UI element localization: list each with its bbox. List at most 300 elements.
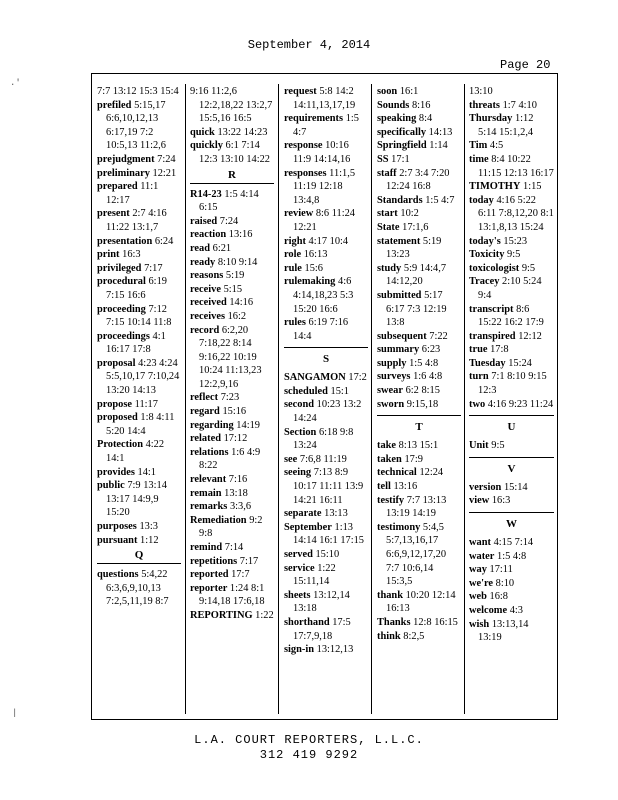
index-term: today's	[469, 235, 501, 247]
page-line-refs: 4:23 4:24 5:5,10,17 7:10,24 13:20 14:13	[106, 357, 180, 397]
index-term: provides	[97, 466, 135, 478]
index-entry	[377, 153, 461, 167]
index-term: REPORTING	[190, 609, 253, 621]
index-entry	[284, 262, 368, 276]
index-term: water	[469, 550, 495, 562]
index-entry	[97, 180, 181, 207]
page-line-refs: 1:5 4:7	[425, 194, 455, 206]
index-term: submitted	[377, 289, 422, 301]
page-line-refs: 1:12	[140, 534, 159, 546]
index-entry	[190, 242, 274, 256]
index-entry	[284, 507, 368, 521]
section-letter: Q	[97, 549, 181, 564]
page-line-refs: 16:1	[399, 86, 419, 97]
index-entry	[469, 481, 554, 495]
page-line-refs: 1:15	[523, 181, 542, 193]
index-term: public	[97, 480, 125, 492]
index-entry	[284, 167, 368, 208]
index-entry	[377, 99, 461, 113]
page-line-refs: 8:10	[495, 577, 515, 589]
index-entry	[377, 589, 461, 616]
index-entry	[190, 514, 274, 541]
index-term: remarks	[190, 501, 228, 513]
index-entry	[469, 618, 554, 645]
page-line-refs: 17:9	[404, 453, 423, 465]
page-line-refs: 9:2 9:8	[199, 514, 263, 540]
page-line-refs: 1:7 4:10	[502, 99, 537, 111]
index-entry	[190, 391, 274, 405]
page-line-refs: 5:9 14:4,7 14:12,20	[386, 262, 447, 288]
index-term: specifically	[377, 126, 427, 138]
page-line-refs: 6:21	[212, 242, 232, 254]
index-entry	[97, 262, 181, 276]
index-entry	[190, 139, 274, 166]
index-term: present	[97, 208, 130, 220]
index-term: record	[190, 324, 220, 336]
index-entry	[469, 357, 554, 371]
page-line-refs: 1:13 14:14 16:1 17:15	[293, 521, 365, 547]
index-entry	[190, 405, 274, 419]
index-entry	[469, 330, 554, 344]
index-entry	[377, 167, 461, 194]
page-line-refs: 7:13 8:9 10:17 11:11 13:9 14:21 16:11	[293, 467, 364, 506]
index-entry	[284, 385, 368, 399]
index-term: September	[284, 521, 332, 533]
index-term: sheets	[284, 589, 311, 601]
reporter-phone: 312 419 9292	[259, 748, 359, 762]
page-line-refs: 17:2	[348, 372, 367, 384]
index-term: threats	[469, 99, 500, 111]
index-term: tell	[377, 481, 391, 493]
index-term: Tim	[469, 140, 488, 152]
index-entry	[97, 85, 181, 99]
index-term: rule	[284, 262, 302, 274]
page-line-refs: 8:6 15:22 16:2 17:9	[478, 303, 544, 329]
index-term: pursuant	[97, 534, 138, 546]
page-line-refs: 13:13,14 13:19	[478, 618, 529, 644]
page-line-refs: 1:6 4:9 8:22	[199, 446, 261, 472]
page-line-refs: 5:17 6:17 7:3 12:19 13:8	[386, 289, 447, 329]
index-term: responses	[284, 167, 327, 179]
index-term: time	[469, 153, 489, 165]
section-letter: U	[469, 415, 554, 435]
index-entry	[190, 256, 274, 270]
index-term: relations	[190, 446, 229, 458]
index-entry	[97, 398, 181, 412]
page-line-refs: 7:7 13:13 13:19 14:19	[386, 494, 447, 520]
index-term: remind	[190, 542, 223, 553]
index-term: testify	[377, 494, 405, 506]
index-term: reflect	[190, 392, 219, 404]
page-line-refs: 5:15	[223, 283, 243, 295]
index-term: staff	[377, 167, 397, 179]
index-term: swear	[377, 385, 403, 397]
page-line-refs: 17:12	[223, 433, 248, 445]
index-term: review	[284, 208, 314, 220]
index-term: presentation	[97, 235, 153, 247]
index-entry	[284, 589, 368, 616]
index-term: receives	[190, 310, 225, 322]
index-entry	[469, 275, 554, 302]
page-line-refs: 17:5 17:7,9,18	[293, 616, 351, 642]
page-line-refs: 7:24	[157, 153, 176, 165]
index-entry	[97, 466, 181, 480]
index-term: State	[377, 221, 400, 233]
index-entry	[284, 139, 368, 166]
page-line-refs: 13:16	[393, 481, 418, 493]
page-line-refs: 5:19 13:23	[386, 235, 442, 261]
index-entry	[469, 248, 554, 262]
index-entry	[377, 289, 461, 330]
page-line-refs: 7:6,8 11:19	[299, 453, 347, 465]
index-term: thank	[377, 589, 403, 601]
page-line-refs: 7:17	[144, 262, 163, 274]
index-term: receive	[190, 283, 221, 295]
index-entry	[190, 432, 274, 446]
page-line-refs: 6:19 7:15 16:6	[106, 276, 167, 301]
index-term: purposes	[97, 521, 137, 532]
page-line-refs: 16:8	[489, 591, 508, 603]
index-term: relevant	[190, 474, 227, 486]
index-term: scheduled	[284, 385, 328, 397]
index-term: turn	[469, 371, 489, 383]
index-entry	[190, 568, 274, 582]
page-line-refs: 14:16	[229, 297, 254, 309]
index-entry	[377, 398, 461, 412]
index-column-4	[377, 85, 461, 710]
page-line-refs: 1:24 8:1 9:14,18 17:6,18	[199, 582, 265, 608]
index-entry	[190, 419, 274, 433]
page-line-refs: 17:11	[489, 564, 513, 576]
index-entry	[97, 153, 181, 167]
index-entry	[190, 85, 274, 126]
index-term: sworn	[377, 398, 405, 410]
index-term: subsequent	[377, 330, 427, 342]
index-term: rulemaking	[284, 276, 336, 288]
page-line-refs: 15:10	[315, 549, 340, 560]
index-entry	[190, 487, 274, 501]
page-line-refs: 13:12,14 13:18	[293, 589, 350, 615]
index-entry	[97, 411, 181, 438]
page-line-refs: 10:20 12:14 16:13	[386, 589, 456, 615]
index-entry	[377, 630, 461, 644]
index-term: summary	[377, 344, 420, 356]
section-letter: W	[469, 512, 554, 532]
section-letter: T	[377, 415, 461, 435]
index-term: procedural	[97, 276, 146, 288]
index-entry	[97, 520, 181, 534]
index-term: proceeding	[97, 303, 146, 315]
page-line-refs: 1:14	[429, 140, 448, 152]
page-line-refs: 15:1	[330, 385, 349, 397]
index-term: wish	[469, 618, 490, 630]
index-term: seeing	[284, 467, 312, 479]
index-entry	[190, 283, 274, 297]
index-entry	[190, 188, 274, 215]
page-line-refs: 17:7	[231, 569, 250, 581]
page-line-refs: 13:22 14:23	[217, 126, 268, 138]
index-entry	[284, 616, 368, 643]
index-entry	[97, 99, 181, 153]
index-entry	[469, 536, 554, 550]
page-line-refs: 8:6 11:24 12:21	[293, 208, 356, 233]
index-entry	[97, 303, 181, 330]
index-entry	[377, 370, 461, 384]
index-term: start	[377, 208, 398, 220]
page-line-refs: 17:1,6	[402, 221, 429, 233]
page-line-refs: 7:23	[220, 392, 240, 404]
index-term: technical	[377, 467, 417, 479]
index-entry	[284, 235, 368, 249]
page-line-refs: 14:19	[236, 419, 260, 431]
index-entry	[469, 194, 554, 235]
index-term: two	[469, 398, 486, 410]
index-term: served	[284, 549, 313, 560]
index-term: proposed	[97, 412, 138, 424]
index-entry	[377, 85, 461, 99]
page-line-refs: 1:5 4:8	[409, 357, 439, 369]
page-line-refs: 15:14	[503, 481, 528, 493]
index-entry	[469, 398, 554, 412]
index-term: surveys	[377, 371, 411, 383]
index-entry	[469, 590, 554, 604]
page-line-refs: 13:13	[324, 508, 348, 520]
index-entry	[377, 126, 461, 140]
index-entry	[377, 343, 461, 357]
index-column-1	[97, 85, 181, 710]
index-term: version	[469, 481, 502, 493]
index-entry	[284, 643, 368, 657]
index-entry	[377, 453, 461, 467]
page-line-refs: 1:22	[255, 609, 274, 621]
index-term: want	[469, 537, 491, 549]
page-line-refs: 12:12	[518, 330, 542, 342]
page-line-refs: 4:15 7:14	[493, 537, 534, 549]
page-line-refs: 4:1 16:17 17:8	[106, 330, 166, 356]
index-term: reporter	[190, 582, 228, 594]
page-line-refs: 7:1 8:10 9:15 12:3	[478, 371, 547, 397]
index-term: web	[469, 591, 487, 603]
index-entry	[97, 235, 181, 249]
index-entry	[190, 555, 274, 569]
index-term: taken	[377, 453, 402, 465]
index-term: transcript	[469, 303, 514, 315]
page-line-refs: 6:24	[154, 235, 174, 247]
index-entry	[97, 207, 181, 234]
page-line-refs: 1:8 4:11 5:20 14:4	[106, 412, 175, 437]
index-entry	[469, 343, 554, 357]
transcript-date: September 4, 2014	[247, 38, 371, 52]
page-line-refs: 4:5	[489, 140, 504, 152]
page-line-refs: 15:16	[222, 406, 247, 418]
index-term: soon	[377, 86, 398, 97]
page-line-refs: 5:19	[225, 270, 245, 282]
page-line-refs: 4:6 4:14,18,23 5:3 15:20 16:6	[293, 276, 354, 315]
index-entry	[190, 609, 274, 623]
index-term: see	[284, 453, 298, 465]
index-term: regarding	[190, 419, 234, 431]
index-entry	[190, 582, 274, 609]
page-line-refs: 7:16	[228, 474, 248, 486]
page-line-refs: 8:10 9:14	[217, 256, 258, 268]
index-entry	[190, 296, 274, 310]
page-line-refs: 8:13 15:1	[398, 440, 439, 452]
index-term: requirements	[284, 113, 344, 125]
index-entry	[284, 562, 368, 589]
reporter-name: L.A. COURT REPORTERS, L.L.C.	[194, 733, 424, 747]
page-line-refs: 9:16 11:2,6 12:2,18,22 13:2,7 15:5,16 16:5	[190, 86, 273, 125]
index-term: Toxicity	[469, 249, 505, 261]
page-line-refs: 1:12 5:14 15:1,2,4	[478, 113, 534, 138]
index-entry	[284, 207, 368, 234]
page-line-refs: 13:3	[139, 521, 158, 532]
index-entry	[284, 248, 368, 262]
index-entry	[284, 426, 368, 453]
page-line-refs: 7:12 7:15 10:14 11:8	[106, 303, 172, 329]
index-entry	[469, 99, 554, 113]
index-entry	[469, 563, 554, 577]
index-entry	[377, 112, 461, 126]
index-term: today	[469, 194, 494, 206]
page-line-refs: 7:7 13:12 15:3 15:4	[97, 86, 179, 97]
index-entry	[97, 167, 181, 181]
page-line-refs: 6:23	[421, 344, 441, 356]
index-term: received	[190, 297, 227, 309]
index-term: statement	[377, 235, 421, 247]
index-entry	[284, 521, 368, 548]
index-term: Tracey	[469, 276, 500, 288]
index-entry	[284, 548, 368, 562]
index-term: questions	[97, 569, 139, 581]
page-line-refs: 10:16 11:9 14:14,16	[293, 140, 351, 165]
index-entry	[377, 207, 461, 221]
page-line-refs: 17:8	[490, 344, 509, 356]
index-entry	[284, 112, 368, 139]
index-entry	[377, 221, 461, 235]
page-line-refs: 4:16 9:23 11:24	[487, 398, 554, 410]
page-line-refs: 6:2 8:15	[405, 385, 440, 397]
page-line-refs: 8:2,5	[403, 630, 425, 642]
index-term: sign-in	[284, 644, 315, 656]
index-entry	[97, 479, 181, 520]
index-term: Remediation	[190, 514, 247, 526]
page-line-refs: 14:13	[428, 126, 453, 138]
page-line-refs: 12:21	[152, 167, 177, 179]
page-line-refs: 17:1	[391, 153, 410, 165]
index-term: view	[469, 495, 490, 507]
index-entry	[97, 330, 181, 357]
page-line-refs: 4:17 10:4	[308, 235, 349, 247]
index-term: regard	[190, 406, 220, 418]
index-entry	[469, 180, 554, 194]
index-term: second	[284, 399, 315, 411]
index-term: Unit	[469, 440, 489, 452]
index-entry	[190, 269, 274, 283]
index-term: think	[377, 630, 401, 642]
page-line-refs: 6:1 7:14 12:3 13:10 14:22	[199, 140, 271, 165]
index-term: privileged	[97, 262, 142, 274]
index-entry	[190, 500, 274, 514]
page-line-refs: 1:22 15:11,14	[293, 562, 336, 588]
page-line-refs: 6:2,20 7:18,22 8:14 9:16,22 10:19 10:24 11:13,23 12:2,9,16	[199, 324, 262, 390]
index-term: remain	[190, 487, 222, 499]
index-term: testimony	[377, 521, 421, 533]
page-line-refs: 8:4 10:22 11:15 12:13 16:17	[478, 153, 554, 179]
index-entry	[469, 139, 554, 153]
index-entry	[190, 324, 274, 392]
column-divider	[464, 84, 465, 714]
index-term: propose	[97, 398, 133, 410]
index-column-3	[284, 85, 368, 710]
index-entry	[284, 316, 368, 343]
index-entry	[284, 85, 368, 112]
page-line-refs: 7:9 13:14 13:17 14:9,9 15:20	[106, 480, 167, 519]
page-line-refs: 15:6	[304, 262, 323, 274]
index-entry	[284, 275, 368, 316]
page-line-refs: 13:10	[469, 86, 493, 97]
index-entry	[284, 453, 368, 467]
index-term: TIMOTHY	[469, 181, 521, 193]
page-line-refs: 11:1,5 11:19 12:18 13:4,8	[293, 167, 356, 206]
page-line-refs: 1:6 4:8	[413, 371, 443, 383]
page-number: Page 20	[500, 58, 551, 72]
page-line-refs: 1:5 4:7	[293, 113, 359, 138]
index-term: quick	[190, 126, 215, 138]
index-entry	[284, 371, 368, 385]
index-term: supply	[377, 357, 407, 369]
index-term: Tuesday	[469, 357, 506, 369]
index-term: prejudgment	[97, 153, 155, 165]
index-term: Standards	[377, 194, 423, 206]
page-line-refs: 15:23	[503, 235, 528, 247]
index-term: welcome	[469, 605, 508, 616]
page-line-refs: 2:10 5:24 9:4	[478, 276, 542, 301]
index-entry	[469, 550, 554, 564]
page-line-refs: 13:16	[228, 229, 253, 241]
index-term: separate	[284, 508, 322, 520]
index-term: R14-23	[190, 188, 222, 200]
index-entry	[97, 275, 181, 302]
index-entry	[284, 398, 368, 425]
index-term: response	[284, 140, 323, 152]
section-letter: V	[469, 457, 554, 477]
index-entry	[97, 534, 181, 548]
index-entry	[469, 494, 554, 508]
index-term: raised	[190, 215, 218, 227]
section-letter: S	[284, 347, 368, 367]
page-line-refs: 5:4,5 5:7,13,16,17 6:6,9,12,17,20 7:7 10:6,14 15:3,5	[386, 521, 447, 588]
index-entry	[469, 85, 554, 99]
index-term: SANGAMON	[284, 372, 346, 384]
page-line-refs: 13:18	[224, 487, 248, 499]
page-line-refs: 14:1	[137, 466, 157, 478]
index-term: Thanks	[377, 616, 411, 628]
index-term: service	[284, 562, 315, 574]
page-line-refs: 16:3	[491, 495, 511, 507]
page-line-refs: 2:7 3:4 7:20 12:24 16:8	[386, 167, 450, 193]
index-term: related	[190, 433, 221, 445]
page-line-refs: 4:3	[509, 605, 523, 616]
index-term: transpired	[469, 330, 516, 342]
index-column-2	[190, 85, 274, 710]
index-entry	[377, 439, 461, 453]
page-line-refs: 4:22 14:1	[106, 439, 165, 465]
index-term: Thursday	[469, 113, 513, 125]
index-term: proposal	[97, 357, 136, 369]
index-entry	[190, 473, 274, 487]
page-line-refs: 10:23 13:2 14:24	[293, 399, 362, 425]
index-entry	[469, 370, 554, 397]
